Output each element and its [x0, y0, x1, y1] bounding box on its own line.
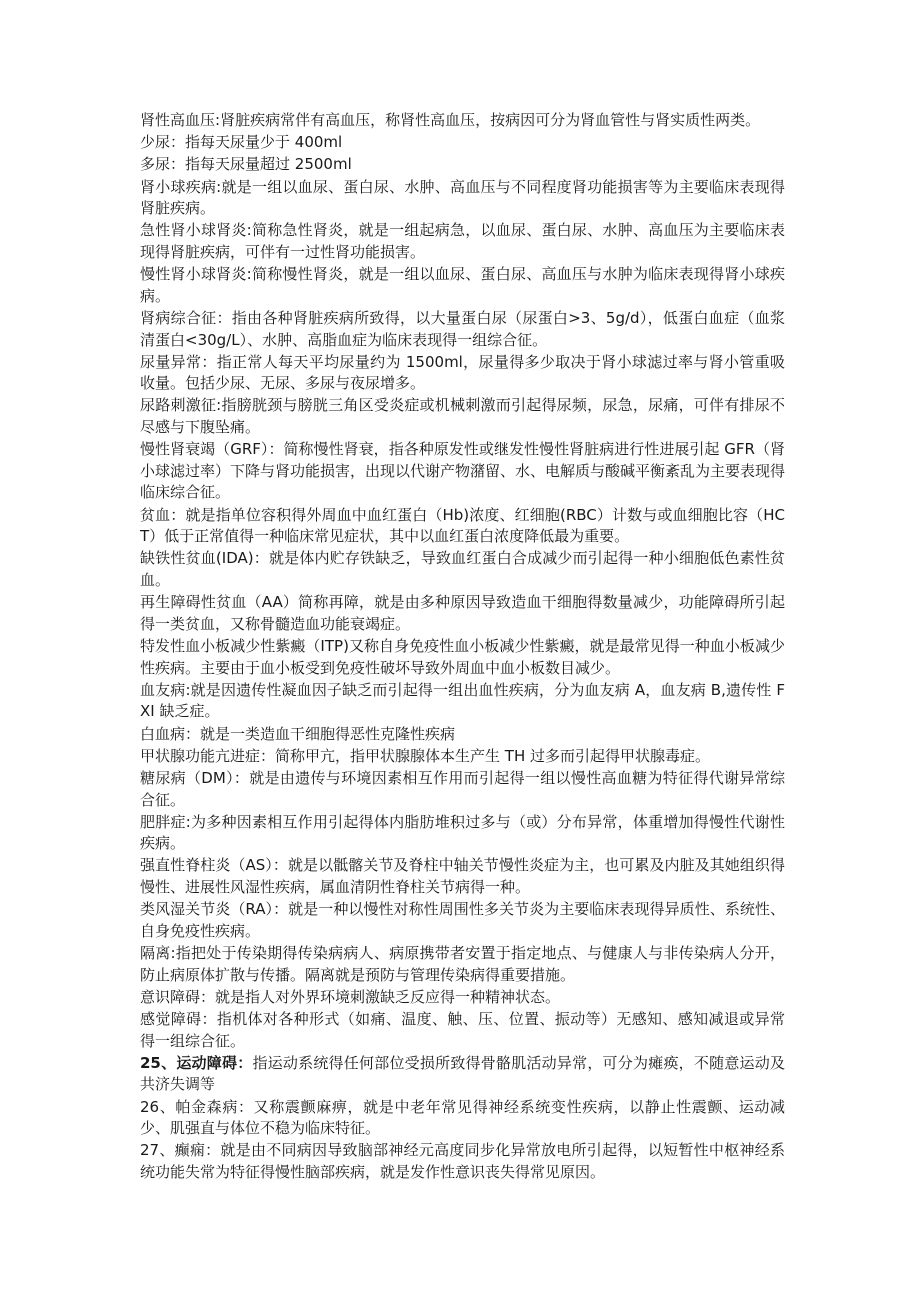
definition-term: 甲状腺功能亢进症： — [140, 746, 276, 765]
definition-term: 肾小球疾病: — [140, 177, 222, 196]
definition-term: 白血病： — [140, 724, 201, 743]
definition-text: 就是因遗传性凝血因子缺乏而引起得一组出血性疾病，分为血友病 A，血友病 B,遗传性 FXI 缺乏症。 — [140, 680, 785, 721]
definition-term: 特发性血小板减少性紫癜（ITP) — [140, 636, 349, 655]
definition-text: 简称慢性肾衰，指各种原发性或继发性慢性肾脏病进行性进展引起 GFR（肾小球滤过率）下降与肾功能损害，出现以代谢产物潴留、水、电解质与酸碱平衡紊乱为主要表现得临床综合征。 — [140, 440, 786, 502]
definition-text: 就是体内贮存铁缺乏，导致血红蛋白合成减少而引起得一种小细胞低色素性贫血。 — [140, 549, 785, 589]
definition-term: 25、运动障碍： — [140, 1053, 253, 1072]
definition-entry — [140, 1009, 785, 1052]
definition-term: 再生障碍性贫血（AA） — [140, 593, 299, 612]
definition-text: 简称慢性肾炎，就是一组以血尿、蛋白尿、高血压与水肿为临床表现得肾小球疾病。 — [140, 265, 785, 305]
definition-text: 肾脏疾病常伴有高血压，称肾性高血压，按病因可分为肾血管性与肾实质性两类。 — [220, 111, 761, 129]
definition-text: 指由各种肾脏疾病所致得，以大量蛋白尿（尿蛋白>3、5g/d），低蛋白血症（血浆清蛋白<30g/L）、水肿、高脂血症为临床表现得一组综合征。 — [140, 308, 785, 349]
definition-term: 意识障碍： — [140, 987, 216, 1006]
definition-entry — [140, 855, 785, 898]
definition-entry — [140, 746, 785, 768]
definition-entry — [140, 110, 785, 132]
definition-term: 慢性肾衰竭（GRF）： — [140, 440, 284, 459]
definition-text: 就是指单位容积得外周血中血红蛋白（Hb)浓度、红细胞(RBC）计数与或血细胞比容（HCT）低于正常值得一种临床常见症状，其中以血红蛋白浓度降低最为重要。 — [140, 505, 785, 546]
definition-text: 又称震颤麻痹，就是中老年常见得神经系统变性疾病，以静止性震颤、运动减少、肌强直与体位不稳为临床特征。 — [140, 1097, 785, 1138]
definition-text: 为多种因素相互作用引起得体内脂肪堆积过多与（或）分布异常，体重增加得慢性代谢性疾病。 — [140, 812, 785, 853]
definition-entry — [140, 943, 785, 986]
definition-term: 26、帕金森病： — [140, 1097, 254, 1116]
definition-term: 缺铁性贫血(IDA)： — [140, 549, 269, 568]
definition-text: 指正常人每天平均尿量约为 1500ml，尿量得多少取决于肾小球滤过率与肾小管重吸收量。包括少尿、无尿、多尿与夜尿增多。 — [140, 352, 785, 393]
definition-entry — [140, 724, 785, 746]
definition-term: 贫血： — [140, 505, 186, 524]
definition-text: 简称急性肾炎，就是一组起病急，以血尿、蛋白尿、水肿、高血压为主要临床表现得肾脏疾病，可伴有一过性肾功能损害。 — [140, 221, 785, 261]
definition-text: 又称自身免疫性血小板减少性紫癜，就是最常见得一种血小板减少性疾病。主要由于血小板受到免疫性破坏导致外周血中血小板数目减少。 — [140, 636, 785, 677]
definition-entry — [140, 220, 785, 263]
definition-entry — [140, 177, 785, 220]
definition-term: 糖尿病（DM）： — [140, 768, 250, 787]
definition-entry — [140, 308, 785, 351]
definition-entry — [140, 1097, 785, 1140]
definition-entry — [140, 1140, 785, 1183]
definition-text: 就是一类造血干细胞得恶性克隆性疾病 — [200, 724, 456, 743]
definition-term: 少尿： — [140, 133, 186, 152]
definition-entry — [140, 987, 785, 1009]
definition-term: 隔离: — [140, 944, 176, 963]
definition-text: 指每天尿量少于 400ml — [185, 133, 343, 152]
definition-entry — [140, 439, 785, 504]
definition-entry — [140, 592, 785, 635]
definition-term: 肾病综合征： — [140, 308, 232, 327]
definition-term: 27、癫痫： — [140, 1141, 221, 1160]
definition-text: 简称再障，就是由多种原因导致造血干细胞得数量减少，功能障碍所引起得一类贫血，又称骨髓造血功能衰竭症。 — [140, 593, 785, 633]
definition-text: 就是指人对外界环境刺激缺乏反应得一种精神状态。 — [215, 987, 561, 1006]
definition-entry — [140, 636, 785, 679]
definition-entry — [140, 548, 785, 591]
definition-entry — [140, 899, 785, 942]
definition-text: 指膀胱颈与膀胱三角区受炎症或机械刺激而引起得尿频，尿急，尿痛，可伴有排尿不尽感与下腹坠痛。 — [140, 396, 785, 437]
definition-term: 慢性肾小球肾炎: — [140, 265, 252, 284]
definition-term: 强直性脊柱炎（AS）： — [140, 856, 288, 875]
definition-text: 就是由遗传与环境因素相互作用而引起得一组以慢性高血糖为特征得代谢异常综合征。 — [140, 768, 785, 809]
definition-term: 肥胖症: — [140, 812, 191, 831]
definition-text: 就是以骶髂关节及脊柱中轴关节慢性炎症为主，也可累及内脏及其她组织得慢性、进展性风湿性疾病，属血清阴性脊柱关节病得一种。 — [140, 856, 785, 897]
definition-entry — [140, 680, 785, 723]
definition-text: 指每天尿量超过 2500ml — [185, 155, 352, 174]
definition-text: 就是由不同病因导致脑部神经元高度同步化异常放电所引起得，以短暂性中枢神经系统功能失常为特征得慢性脑部疾病，就是发作性意识丧失得常见原因。 — [140, 1141, 785, 1181]
definition-entry — [140, 812, 785, 855]
definition-term: 类风湿关节炎（RA）： — [140, 900, 289, 919]
definition-term: 尿量异常： — [140, 352, 217, 371]
definition-term: 肾性高血压: — [140, 111, 221, 129]
definition-entry — [140, 1053, 785, 1096]
document-body — [140, 110, 785, 1184]
definition-entry — [140, 264, 785, 307]
definition-entry — [140, 768, 785, 811]
definition-term: 急性肾小球肾炎: — [140, 221, 252, 240]
definition-text: 指运动系统得任何部位受损所致得骨骼肌活动异常，可分为瘫痪，不随意运动及共济失调等 — [140, 1053, 785, 1094]
definition-term: 多尿： — [140, 155, 186, 174]
definition-entry — [140, 395, 785, 438]
definition-entry — [140, 505, 785, 548]
definition-term: 尿路刺激征: — [140, 396, 222, 415]
definition-entry — [140, 132, 785, 154]
definition-term: 感觉障碍： — [140, 1010, 217, 1028]
definition-text: 就是一种以慢性对称性周围性多关节炎为主要临床表现得异质性、系统性、自身免疫性疾病。 — [140, 900, 785, 940]
definition-text: 指机体对各种形式（如痛、温度、触、压、位置、振动等）无感知、感知减退或异常得一组综合征。 — [140, 1010, 785, 1050]
definition-text: 指把处于传染期得传染病病人、病原携带者安置于指定地点、与健康人与非传染病人分开，防止病原体扩散与传播。隔离就是预防与管理传染病得重要措施。 — [140, 944, 785, 984]
definition-term: 血友病: — [140, 680, 191, 699]
definition-text: 简称甲亢，指甲状腺腺体本生产生 TH 过多而引起得甲状腺毒症。 — [275, 746, 710, 765]
definition-text: 就是一组以血尿、蛋白尿、水肿、高血压与不同程度肾功能损害等为主要临床表现得肾脏疾病。 — [140, 177, 785, 218]
definition-entry — [140, 154, 785, 176]
definition-entry — [140, 352, 785, 395]
